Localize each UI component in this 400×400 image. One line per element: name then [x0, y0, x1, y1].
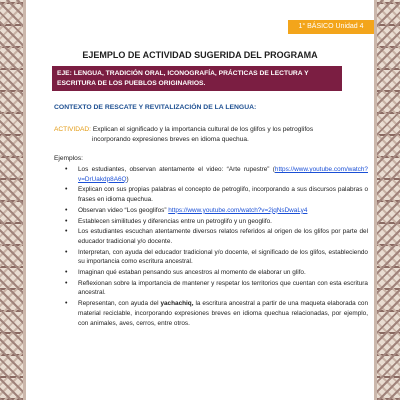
activity-text-line2: incorporando expresiones breves en idioma quechua.	[92, 136, 249, 143]
grade-unit-badge: 1° BÁSICO Unidad 4	[288, 20, 374, 34]
eje-banner: EJE: LENGUA, TRADICIÓN ORAL, ICONOGRAFÍA, PRÁCTICAS DE LECTURA Y ESCRITURA DE LOS PUEBLOS ORIGINARIOS.	[52, 66, 342, 91]
example-text: )	[126, 175, 129, 183]
example-bold-term: yachachiq,	[160, 300, 194, 308]
example-text: Representan, con ayuda del	[78, 300, 161, 308]
activity-block	[54, 125, 350, 145]
activity-label: ACTIVIDAD:	[54, 126, 92, 133]
video-link-geoglifos[interactable]: https://www.youtube.com/watch?v=2jqNsDwaLy4	[168, 206, 308, 214]
list-item: • Explican con sus propias palabras el concepto de petroglifo, incorporando a sus discursos palabras o frases en idioma quechua.	[78, 185, 368, 204]
example-text: Los estudiantes, observan atentamente el video: “Arte rupestre” (	[78, 166, 275, 173]
examples-list	[54, 165, 368, 329]
examples-label: Ejemplos:	[54, 155, 83, 162]
list-item	[78, 299, 368, 328]
context-heading: CONTEXTO DE RESCATE Y REVITALIZACIÓN DE LA LENGUA:	[54, 104, 257, 111]
decorative-border-left	[0, 0, 26, 400]
list-item: • Interpretan, con ayuda del educador tradicional y/o docente, el significado de los glifos, estableciendo su importancia como escritura ancestral.	[78, 248, 368, 267]
list-item: • Establecen similitudes y diferencias entre un petroglifo y un geoglifo.	[78, 217, 368, 227]
activity-text-line1: Explican el significado y la importancia cultural de los glifos y los petroglifos	[92, 126, 314, 133]
decorative-border-right	[374, 0, 400, 400]
list-item: • Imaginan qué estaban pensando sus ancestros al momento de elaborar un glifo.	[78, 268, 368, 278]
page-title: EJEMPLO DE ACTIVIDAD SUGERIDA DEL PROGRAMA	[82, 50, 318, 60]
example-text: la escritura ancestral a partir de una maqueta elaborada con material reciclable, incorporando expresiones breves en idioma quechua relacionadas, por ejemplo, con animales, aves, cerros, entre otros.	[78, 300, 368, 327]
example-text: Observan video “Los geoglifos”	[78, 206, 169, 214]
list-item	[78, 165, 368, 184]
list-item: • Reflexionan sobre la importancia de mantener y respetar los territorios que cuentan con esta escritura ancestral.	[78, 279, 368, 298]
list-item: • Los estudiantes escuchan atentamente diversos relatos referidos al origen de los glifos por parte del educador tradicional y/o docente.	[78, 227, 368, 246]
video-link-arte-rupestre[interactable]: https://www.youtube.com/watch?v=DrUakdp8A6Q	[78, 166, 368, 183]
list-item	[78, 206, 368, 216]
